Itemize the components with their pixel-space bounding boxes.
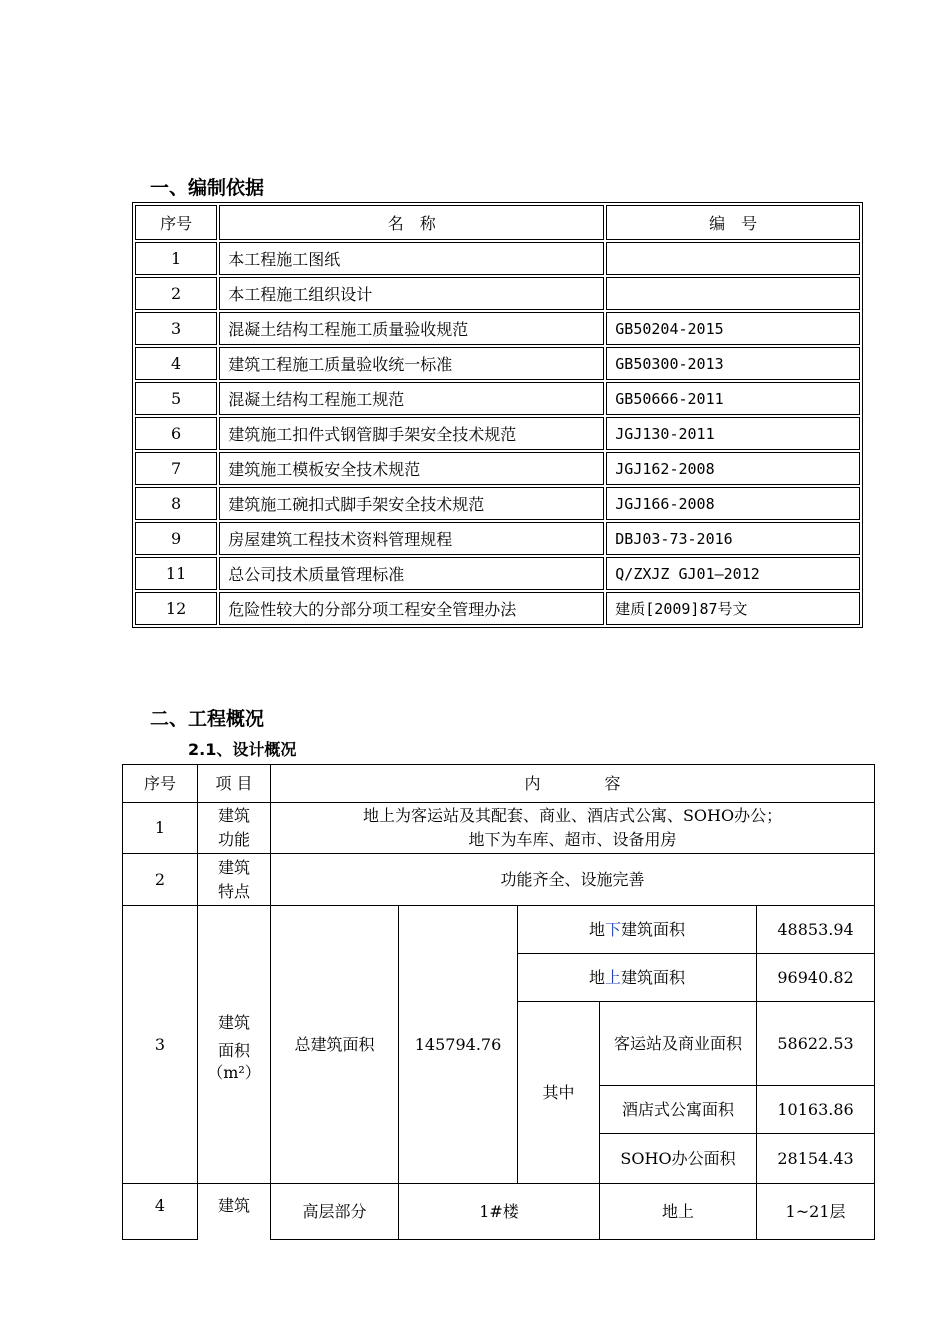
table-row bbox=[123, 854, 875, 906]
row-code: GB50204-2015 bbox=[606, 312, 860, 345]
row-code: JGJ130-2011 bbox=[606, 417, 860, 450]
underground-area-value: 48853.94 bbox=[757, 906, 875, 954]
row-name: 总公司技术质量管理标准 bbox=[219, 557, 604, 590]
row-code: DBJ03-73-2016 bbox=[606, 522, 860, 555]
row-name: 混凝土结构工程施工规范 bbox=[219, 382, 604, 415]
row-code bbox=[606, 242, 860, 275]
row-code bbox=[606, 277, 860, 310]
among-label: 其中 bbox=[518, 1002, 600, 1184]
design-overview-table bbox=[122, 764, 875, 1240]
table-row bbox=[135, 242, 860, 275]
row-name: 建筑施工碗扣式脚手架安全技术规范 bbox=[219, 487, 604, 520]
row-no: 1 bbox=[123, 803, 198, 854]
label-highlight: 上 bbox=[604, 967, 621, 987]
label-text: 建筑面积 bbox=[621, 967, 686, 987]
sub-area-value: 10163.86 bbox=[757, 1086, 875, 1134]
row-name: 本工程施工图纸 bbox=[219, 242, 604, 275]
table-row bbox=[135, 522, 860, 555]
aboveground-area-value: 96940.82 bbox=[757, 954, 875, 1002]
row-code: JGJ162-2008 bbox=[606, 452, 860, 485]
header-code: 编 号 bbox=[606, 205, 860, 240]
row-no: 8 bbox=[135, 487, 217, 520]
row-no: 3 bbox=[123, 906, 198, 1184]
row-item-line: 建筑 bbox=[217, 857, 250, 877]
total-area-value: 145794.76 bbox=[399, 906, 518, 1184]
row-name: 建筑工程施工质量验收统一标准 bbox=[219, 347, 604, 380]
row-no: 4 bbox=[123, 1184, 198, 1240]
label-text: 客运站及商业面积 bbox=[613, 1033, 742, 1053]
sub-area-label: 酒店式公寓面积 bbox=[600, 1086, 757, 1134]
sub-area-label: SOHO办公面积 bbox=[600, 1134, 757, 1184]
table-row bbox=[135, 277, 860, 310]
building-label: 1#楼 bbox=[399, 1184, 600, 1240]
row-item-line: （m²） bbox=[207, 1062, 261, 1082]
row-item-line: 建筑 bbox=[217, 1012, 250, 1032]
table-row bbox=[135, 487, 860, 520]
row-item bbox=[198, 906, 271, 1184]
sub-area-value: 28154.43 bbox=[757, 1134, 875, 1184]
row-no: 5 bbox=[135, 382, 217, 415]
header-no: 序号 bbox=[135, 205, 217, 240]
table-row bbox=[135, 592, 860, 625]
row-no: 4 bbox=[135, 347, 217, 380]
row-no: 12 bbox=[135, 592, 217, 625]
row-no: 6 bbox=[135, 417, 217, 450]
label-text: 建筑面积 bbox=[621, 919, 686, 939]
row-content: 功能齐全、设施完善 bbox=[271, 854, 875, 906]
row-item bbox=[198, 854, 271, 906]
row-item-line: 功能 bbox=[217, 830, 250, 849]
label-highlight: 下 bbox=[604, 919, 621, 939]
row-item-line: 特点 bbox=[217, 881, 250, 901]
row-name: 房屋建筑工程技术资料管理规程 bbox=[219, 522, 604, 555]
row-code: GB50300-2013 bbox=[606, 347, 860, 380]
row-item-line: 面积 bbox=[217, 1040, 250, 1060]
header-name: 名 称 bbox=[219, 205, 604, 240]
row-name: 建筑施工模板安全技术规范 bbox=[219, 452, 604, 485]
table-row bbox=[123, 803, 875, 854]
aboveground-area-label bbox=[518, 954, 757, 1002]
row-name: 本工程施工组织设计 bbox=[219, 277, 604, 310]
row-name: 危险性较大的分部分项工程安全管理办法 bbox=[219, 592, 604, 625]
table-header-row bbox=[123, 765, 875, 803]
basis-table bbox=[132, 202, 863, 628]
row-no: 2 bbox=[135, 277, 217, 310]
label-text: 地 bbox=[588, 967, 605, 987]
total-area-label: 总建筑面积 bbox=[271, 906, 399, 1184]
table-row bbox=[123, 1184, 875, 1240]
table-row bbox=[135, 452, 860, 485]
sub-area-label bbox=[600, 1002, 757, 1086]
row-no: 11 bbox=[135, 557, 217, 590]
row-no: 9 bbox=[135, 522, 217, 555]
table-header-row bbox=[135, 205, 860, 240]
part-label: 高层部分 bbox=[271, 1184, 399, 1240]
header-item: 项 目 bbox=[198, 765, 271, 803]
row-no: 3 bbox=[135, 312, 217, 345]
row-item-line: 建筑 bbox=[217, 806, 250, 825]
sub-area-value: 58622.53 bbox=[757, 1002, 875, 1086]
row-no: 2 bbox=[123, 854, 198, 906]
floors-value: 1~21层 bbox=[757, 1184, 875, 1240]
level-label: 地上 bbox=[600, 1184, 757, 1240]
header-no: 序号 bbox=[123, 765, 198, 803]
content-line: 地上为客运站及其配套、商业、酒店式公寓、SOHO办公； bbox=[362, 806, 783, 825]
row-code: 建质[2009]87号文 bbox=[606, 592, 860, 625]
section2-subtitle: 2.1、设计概况 bbox=[188, 740, 297, 759]
section2-title: 二、工程概况 bbox=[150, 708, 265, 730]
table-row bbox=[135, 417, 860, 450]
row-code: JGJ166-2008 bbox=[606, 487, 860, 520]
table-row bbox=[135, 382, 860, 415]
content-line: 地下为车库、超市、设备用房 bbox=[468, 830, 677, 849]
table-row bbox=[135, 347, 860, 380]
row-item bbox=[198, 803, 271, 854]
row-name: 混凝土结构工程施工质量验收规范 bbox=[219, 312, 604, 345]
underground-area-label bbox=[518, 906, 757, 954]
row-code: Q/ZXJZ GJ01—2012 bbox=[606, 557, 860, 590]
table-row bbox=[135, 557, 860, 590]
row-no: 1 bbox=[135, 242, 217, 275]
section1-title: 一、编制依据 bbox=[150, 177, 265, 199]
row-item: 建筑 bbox=[198, 1184, 271, 1240]
row-no: 7 bbox=[135, 452, 217, 485]
row-content bbox=[271, 803, 875, 854]
label-text: 地 bbox=[588, 919, 605, 939]
row-code: GB50666-2011 bbox=[606, 382, 860, 415]
header-content: 内 容 bbox=[271, 765, 875, 803]
table-row bbox=[123, 906, 875, 954]
row-name: 建筑施工扣件式钢管脚手架安全技术规范 bbox=[219, 417, 604, 450]
table-row bbox=[135, 312, 860, 345]
